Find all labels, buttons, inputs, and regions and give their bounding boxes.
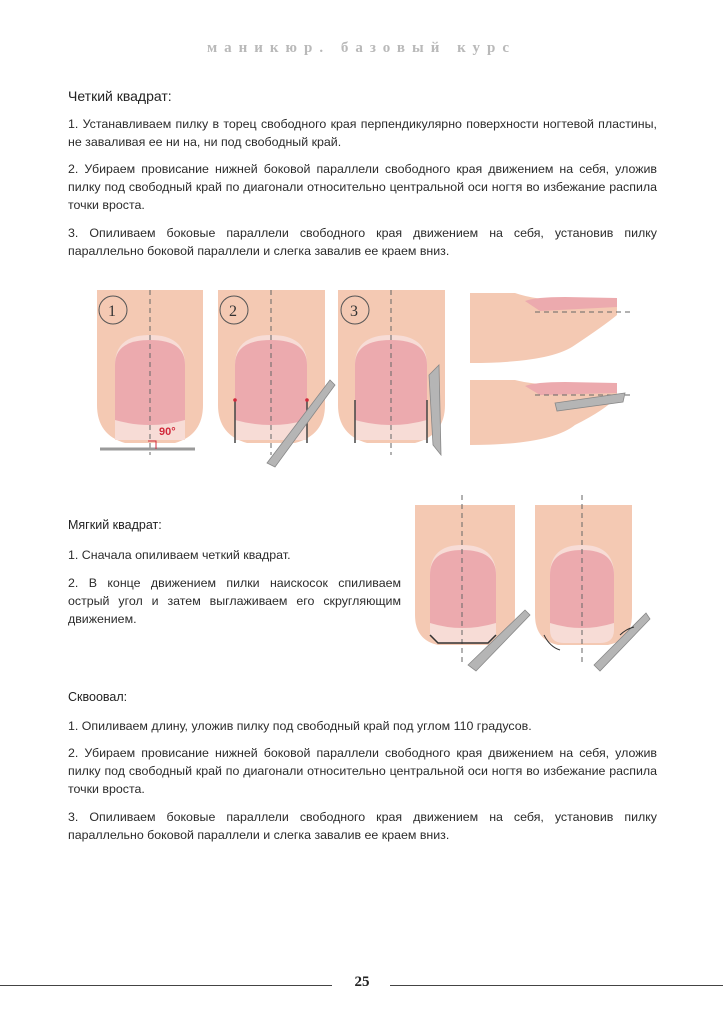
finger-step-3 [338,290,445,455]
paragraph: 1. Сначала опиливаем четкий квадрат. [68,548,291,562]
paragraph: 1. Опиливаем длину, уложив пилку под свободный край под углом 110 градусов. [68,719,532,733]
paragraph: 3. Опиливаем боковые параллели свободного края движением на себя, установив пилку параллельно боковой параллели и слегка завалив ее краем вниз. [68,226,657,258]
finger-side-view-bottom [470,380,630,445]
paragraph: 2. Убираем провисание нижней боковой параллели свободного края движением на себя, уложив пилку под свободный край по диагонали относительно центральной оси ногтя во избежание распила точки вроста. [68,746,657,796]
footer-rule-left [0,985,332,986]
finger-soft-corner [415,495,530,671]
paragraph: 2. Убираем провисание нижней боковой параллели свободного края движением на себя, уложив пилку под свободный край по диагонали относительно центральной оси ногтя во избежание распила точки вроста. [68,162,657,212]
paragraph: 3. Опиливаем боковые параллели свободного края движением на себя, установив пилку параллельно боковой параллели и слегка завалив ее краем вниз. [68,810,657,842]
paragraph: 2. В конце движением пилки наискосок спиливаем острый угол и затем выглаживаем его скругляющим движением. [68,576,401,626]
angle-label: 90° [159,426,176,438]
finger-step-1 [97,290,203,455]
paragraph: 1. Устанавливаем пилку в торец свободного края перпендикулярно поверхности ногтевой пластины, не заваливая ее ни на, ни под свободный край. [68,117,657,149]
square-filing-illustration [95,285,635,470]
section-title-squoval: Сквоовал: [68,690,128,704]
footer-rule-right [390,985,723,986]
step-number: 3 [350,303,358,320]
section-title-clear-square: Четкий квадрат: [68,88,172,104]
step-number: 2 [229,303,237,320]
finger-side-view-top [470,293,630,363]
soft-square-illustration [410,495,660,675]
finger-step-2 [218,290,335,467]
finger-rounded-corner [535,495,650,671]
section-title-soft-square: Мягкий квадрат: [68,518,162,532]
page-number: 25 [354,974,370,990]
step-number: 1 [108,303,116,320]
running-header: маникюр. базовый курс [206,40,517,56]
